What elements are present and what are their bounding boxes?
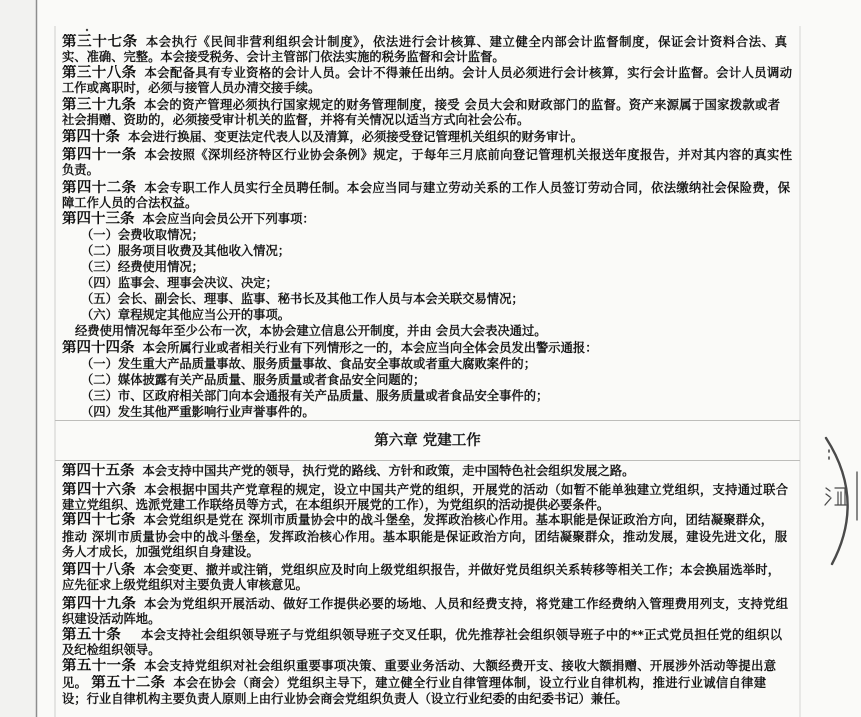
text-line (62, 340, 792, 356)
article-text: 本会支持中国共产党的领导，执行党的路线、方针和政策，走中国特色社会组织发展之路。 (142, 464, 635, 478)
article-text: 本会在协会（商会）党组织主导下，建立健全行业自律管理体制，设立行业自律机构，推进行业诚信自律建 (173, 676, 766, 690)
article-text: 本会根据中国共产党章程的规定，设立中国共产党的组织，开展党的活动（如暂不能单独建立党组织，支持通过联合 (144, 483, 788, 497)
list-item (81, 356, 781, 372)
list-item (81, 227, 781, 243)
text-line (62, 80, 792, 96)
article-number: 第四十一条 (62, 147, 137, 163)
article-number: 第四十条 (62, 129, 120, 145)
article-text: 织建设活动阵地。 (62, 612, 161, 626)
text-line (62, 112, 792, 128)
text-line (62, 97, 780, 113)
article-number: 第四十三条 (62, 211, 135, 227)
text-line (62, 34, 787, 50)
text-line (62, 611, 792, 627)
article-text: 本会进行换届、变更法定代表人以及清算，必须接受登记管理机关组织的财务审计。 (128, 130, 583, 144)
list-item-text: （二）媒体披露有关产品质量、服务质量或者食品安全问题的； (81, 373, 426, 387)
text-line (62, 691, 792, 707)
article-text: 本会配备具有专业资格的会计人员。会计不得兼任出纳。会计人员必须进行会计核算，实行会计监督。会计人员调动 (144, 66, 792, 80)
list-item-text: （五）会长、副会长、理事、监事、秘书长及其他工作人员与本会关联交易情况； (81, 292, 524, 306)
text-line (62, 162, 792, 178)
text-line (62, 497, 792, 513)
article-text: 推动 深圳市质量协会中的战斗堡垒，发挥政治核心作用。基本职能是保证政治方向，团结凝聚群众，推动发展，建设先进文化，服 (62, 530, 787, 544)
article-number: 第四十五条 (62, 463, 135, 479)
article-text: 建立党组织、选派党建工作联络员等方式，在本组织开展党的工作），为党组织的活动提供必要条件。 (62, 498, 610, 512)
article-text: 工作或离职时，必须与接管人员办清交接手续。 (62, 81, 321, 95)
article-text: 及纪检组织领导。 (62, 643, 161, 657)
text-line (62, 596, 788, 612)
article-text: 本会为党组织开展活动、做好工作提供必要的场地、人员和经费支持，将党建工作经费纳入管理费用列支，支持党组 (144, 597, 788, 611)
seal-stamp (825, 438, 857, 564)
article-number: 第三十九条 (62, 97, 137, 113)
list-item-text: （二）服务项目收费及其他收入情况； (81, 244, 291, 258)
text-line (62, 463, 792, 479)
text-line (62, 211, 792, 227)
list-item (81, 259, 781, 275)
article-number: 第五十一条 (62, 658, 137, 674)
text-line (62, 529, 787, 545)
article-text: 本会所属行业或者相关行业有下列情形之一的，本会应当向全体会员发出警示通报： (142, 341, 598, 355)
text-line (75, 323, 775, 339)
article-text: 本会专职工作人员实行全员聘任制。本会应当同与建立劳动关系的工作人员签订劳动合同，依法缴纳社会保险费，保 (144, 181, 790, 195)
list-item (81, 404, 781, 420)
text-line (62, 180, 790, 196)
list-item-text: （四）监事会、理事会决议、决定； (81, 276, 278, 290)
list-item (81, 307, 781, 323)
text-line (62, 147, 792, 163)
article-text: 负责。 (62, 163, 99, 177)
list-item-text: （四）发生其他严重影响行业声誉事件的。 (81, 405, 315, 419)
text-line (62, 544, 792, 560)
text-line (62, 512, 773, 528)
list-item-text: （三）经费使用情况； (81, 260, 204, 274)
article-text: 本会执行《民间非营利组织会计制度》，依法进行会计核算、建立健全内部会计监督制度，保证会计资料合法、真 (145, 35, 787, 49)
list-item-text: （一）会费收取情况； (81, 228, 204, 242)
article-text: 设；行业自律机构主要负责人原则上由行业协会商会党组织负责人（设立行业纪委的由纪委书记）兼任。 (62, 692, 628, 706)
article-number: 第四十七条 (62, 512, 136, 528)
list-item (81, 275, 781, 291)
list-item (81, 388, 781, 404)
list-item (81, 243, 781, 259)
text-line (62, 195, 792, 211)
text-line (62, 658, 776, 674)
article-text: 本会支持社会组织领导班子与党组织领导班子交叉任职，优先推荐社会组织领导班子中的**正式党员担任党的组织以 (141, 628, 782, 642)
article-number: 第三十七条 (62, 34, 138, 50)
text-line (62, 129, 792, 145)
article-text: 本会变更、撤并或注销，党组织应及时向上级党组织报告，并做好党员组织关系转移等相关工作；本会换届选举时， (143, 563, 780, 577)
text-line (62, 65, 792, 81)
list-item (81, 372, 781, 388)
article-text: 社会捐赠、资助的，必须接受审计机关的监督，并将有关情况以适当方式向社会公布。 (62, 113, 530, 127)
list-item (81, 291, 781, 307)
article-number: 第四十八条 (62, 562, 136, 578)
list-item-text: （六）章程规定其他应当公开的事项。 (81, 308, 291, 322)
text-line (62, 482, 788, 498)
article-number: 第四十六条 (62, 482, 137, 498)
article-number: 第五十条 (62, 627, 122, 643)
article-text: 见。 (62, 676, 88, 690)
article-number: 第四十二条 (62, 180, 137, 196)
article-text: 实、准确、完整。本会接受税务、会计主管部门依法实施的税务监督和会计监督。 (62, 50, 505, 64)
article-text: 本会应当向会员公开下列事项： (142, 212, 315, 226)
article-text: 本会按照《深圳经济特区行业协会条例》规定，于每年三月底前向登记管理机关报送年度报告，并对其内容的真实性 (144, 148, 792, 162)
article-text: 本会支持党组织对社会组织重要事项决策、重要业务活动、大额经费开支、接收大额捐赠、开展涉外活动等提出意 (144, 659, 776, 673)
article-number: 第四十四条 (62, 340, 135, 356)
article-text: 务人才成长，加强党组织自身建设。 (62, 545, 259, 559)
list-item-text: （三）市、区政府相关部门向本会通报有关产品质量、服务质量或者食品安全事件的； (81, 389, 549, 403)
article-text: 障工作人员的合法权益。 (62, 196, 198, 210)
list-item-text: （一）发生重大产品质量事故、服务质量事故、食品安全事故或者重大腐败案件的； (81, 357, 536, 371)
article-text: 本会的资产管理必须执行国家规定的财务管理制度，接受 会员大会和财政部门的监督。资产来源属于国家拨款或者 (144, 98, 780, 112)
article-text: 应先征求上级党组织对主要负责人审核意见。 (62, 578, 308, 592)
text-line (62, 562, 780, 578)
article-text: 经费使用情况每年至少公布一次，本协会建立信息公开制度，并由 会员大会表决通过。 (75, 324, 547, 338)
text-line (62, 577, 792, 593)
chapter-heading: 第六章 党建工作 (374, 433, 481, 449)
text-line (62, 627, 782, 643)
text-line (62, 675, 766, 691)
scan-speck (86, 29, 88, 31)
article-number: 第三十八条 (62, 65, 137, 81)
text-line (62, 642, 792, 658)
text-line (62, 49, 792, 65)
article-number: 第五十二条 (91, 675, 166, 691)
article-text: 本会党组织是党在 深圳市质量协会中的战斗堡垒，发挥政治核心作用。基本职能是保证政治方向，团结凝聚群众， (143, 513, 773, 527)
article-number: 第四十九条 (62, 596, 137, 612)
